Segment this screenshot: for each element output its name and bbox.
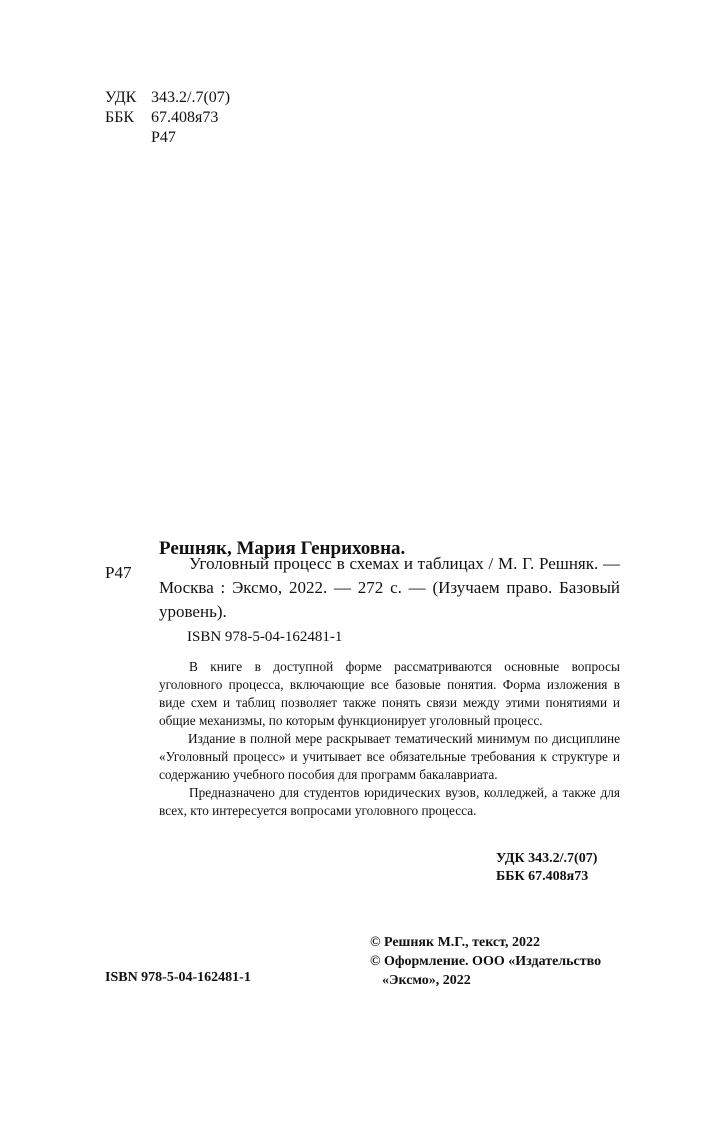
udk-value: 343.2/.7(07) — [151, 89, 231, 106]
copyright-design: © Оформление. ООО «Издательство — [370, 954, 602, 969]
bbk-label: ББК — [105, 109, 135, 126]
footer-bbk: ББК 67.408я73 — [496, 869, 589, 884]
udk-label: УДК — [105, 89, 137, 106]
copyright-design-cont: «Эксмо», 2022 — [382, 973, 471, 988]
annotation — [159, 658, 620, 820]
annotation-paragraph: В книге в доступной форме рассматриваются основные вопросы уголовного процесса, включающие все базовые понятия. Форма изложения в виде схем и таблиц позволяет также понять связи между этими понятиями и общие механизмы, по которым функционирует уголовный процесс. — [159, 659, 620, 728]
bbk-row — [105, 108, 230, 128]
catalog-author: Решняк, Мария Генриховна. — [159, 538, 406, 559]
author-mark-row — [105, 128, 230, 148]
footer-classification-codes — [496, 850, 597, 886]
copyright-text: © Решняк М.Г., текст, 2022 — [370, 935, 540, 950]
copyright-block — [370, 933, 601, 990]
footer-udk: УДК 343.2/.7(07) — [496, 851, 598, 866]
author-mark: Р47 — [151, 129, 176, 146]
bbk-value: 67.408я73 — [151, 109, 219, 126]
catalog-author-mark: Р47 — [105, 563, 132, 582]
udk-row — [105, 88, 230, 108]
isbn-bottom: ISBN 978-5-04-162481-1 — [105, 970, 251, 985]
annotation-paragraph: Предназначено для студентов юридических вузов, колледжей, а также для всех, кто интересуется вопросами уголовного процесса. — [159, 785, 620, 818]
annotation-paragraph: Издание в полной мере раскрывает тематический минимум по дисциплине «Уголовный процесс» и учитывает все обязательные требования к структуре и содержанию учебного пособия для программ бакалавриата. — [159, 731, 620, 782]
classification-codes — [105, 88, 230, 148]
catalog-description: Уголовный процесс в схемах и таблицах / М. Г. Решняк. — Москва : Эксмо, 2022. — 272 с. — (Изучаем право. Базовый уровень). — [159, 554, 620, 621]
catalog-isbn: ISBN 978-5-04-162481-1 — [187, 629, 343, 645]
